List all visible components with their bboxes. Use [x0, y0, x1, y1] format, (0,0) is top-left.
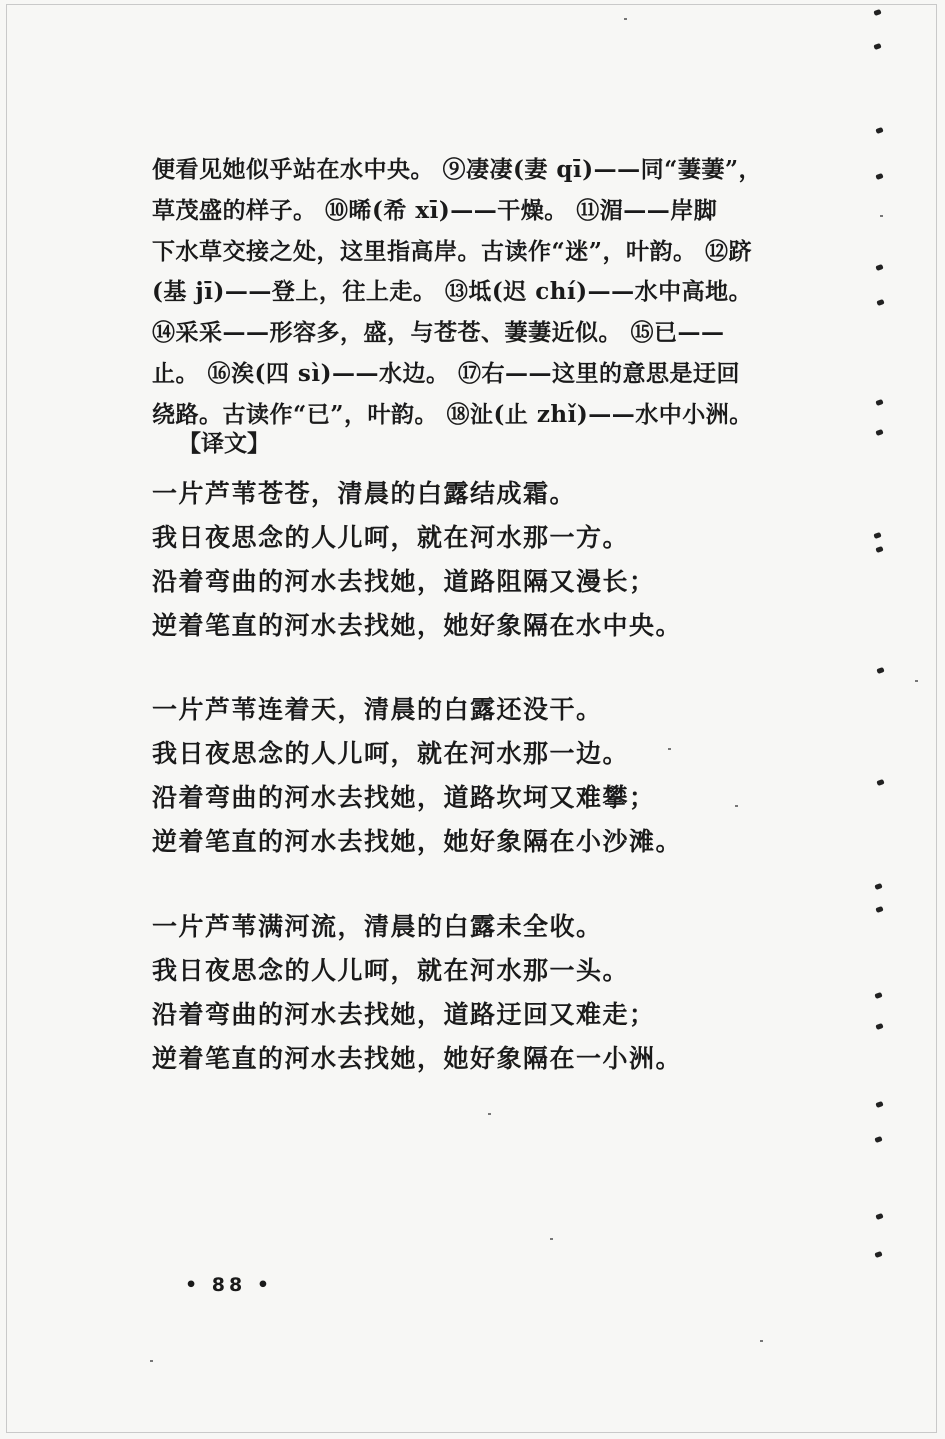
- binding-hole-marks: [868, 0, 898, 1439]
- page-number: • 88 •: [185, 1274, 273, 1296]
- scan-speck: [550, 1238, 553, 1240]
- binding-mark: [873, 43, 881, 50]
- binding-mark: [873, 532, 881, 539]
- binding-mark: [876, 779, 884, 786]
- verse-line: 我日夜思念的人儿呵，就在河水那一方。: [152, 523, 630, 552]
- scan-speck: [735, 805, 738, 807]
- note-line: 便看见她似乎站在水中央。 ⑨凄凄(妻 qī)——同“萋萋”，: [152, 156, 763, 183]
- verse-line: 沿着弯曲的河水去找她，道路阻隔又漫长；: [152, 567, 656, 596]
- verse-line: 一片芦苇满河流，清晨的白露未全收。: [152, 912, 603, 941]
- scan-speck: [880, 215, 883, 217]
- annotation-notes: [152, 150, 763, 436]
- verse-line: 逆着笔直的河水去找她，她好象隔在一小洲。: [152, 1044, 683, 1073]
- binding-mark: [875, 429, 883, 436]
- binding-mark: [874, 883, 882, 890]
- verse-line: 沿着弯曲的河水去找她，道路迂回又难走；: [152, 1000, 656, 1029]
- note-line: 绕路。古读作“已”，叶韵。 ⑱沚(止 zhǐ)——水中小洲。: [152, 400, 753, 428]
- scan-speck: [760, 1340, 763, 1342]
- stanza-2: [152, 688, 752, 864]
- binding-mark: [876, 667, 884, 674]
- note-line: 止。 ⑯涘(四 sì)——水边。 ⑰右——这里的意思是迂回: [152, 359, 740, 387]
- scan-speck: [915, 680, 918, 682]
- verse-line: 沿着弯曲的河水去找她，道路坎坷又难攀；: [152, 783, 656, 812]
- binding-mark: [875, 173, 883, 180]
- binding-mark: [875, 546, 883, 553]
- stanza-3: [152, 905, 752, 1081]
- binding-mark: [875, 1023, 883, 1030]
- binding-mark: [875, 399, 883, 406]
- binding-mark: [875, 1101, 883, 1108]
- verse-line: 一片芦苇苍苍，清晨的白露结成霜。: [152, 479, 577, 508]
- stanza-1: [152, 472, 752, 648]
- binding-mark: [875, 127, 883, 134]
- binding-mark: [874, 992, 882, 999]
- binding-mark: [875, 264, 883, 271]
- scan-speck: [668, 748, 671, 750]
- binding-mark: [875, 906, 883, 913]
- verse-line: 我日夜思念的人儿呵，就在河水那一边。: [152, 739, 630, 768]
- binding-mark: [875, 1213, 883, 1220]
- verse-line: 逆着笔直的河水去找她，她好象隔在小沙滩。: [152, 827, 683, 856]
- verse-line: 逆着笔直的河水去找她，她好象隔在水中央。: [152, 611, 683, 640]
- binding-mark: [874, 1136, 882, 1143]
- translation-heading: 【译文】: [178, 430, 270, 457]
- note-line: 下水草交接之处，这里指高岸。古读作“迷”，叶韵。 ⑫跻: [152, 237, 752, 265]
- binding-mark: [876, 299, 884, 306]
- binding-mark: [873, 9, 881, 16]
- note-line: (基 jī)——登上，往上走。 ⑬坻(迟 chí)——水中高地。: [152, 278, 753, 306]
- binding-mark: [874, 1251, 882, 1258]
- scan-speck: [150, 1360, 153, 1362]
- verse-line: 一片芦苇连着天，清晨的白露还没干。: [152, 695, 603, 724]
- scan-speck: [624, 18, 627, 20]
- note-line: 草茂盛的样子。 ⑩晞(希 xī)——干燥。 ⑪湄——岸脚: [152, 196, 718, 224]
- note-line: ⑭采采——形容多，盛，与苍苍、萋萋近似。 ⑮已——: [152, 319, 725, 347]
- scan-speck: [488, 1113, 491, 1115]
- verse-line: 我日夜思念的人儿呵，就在河水那一头。: [152, 956, 630, 985]
